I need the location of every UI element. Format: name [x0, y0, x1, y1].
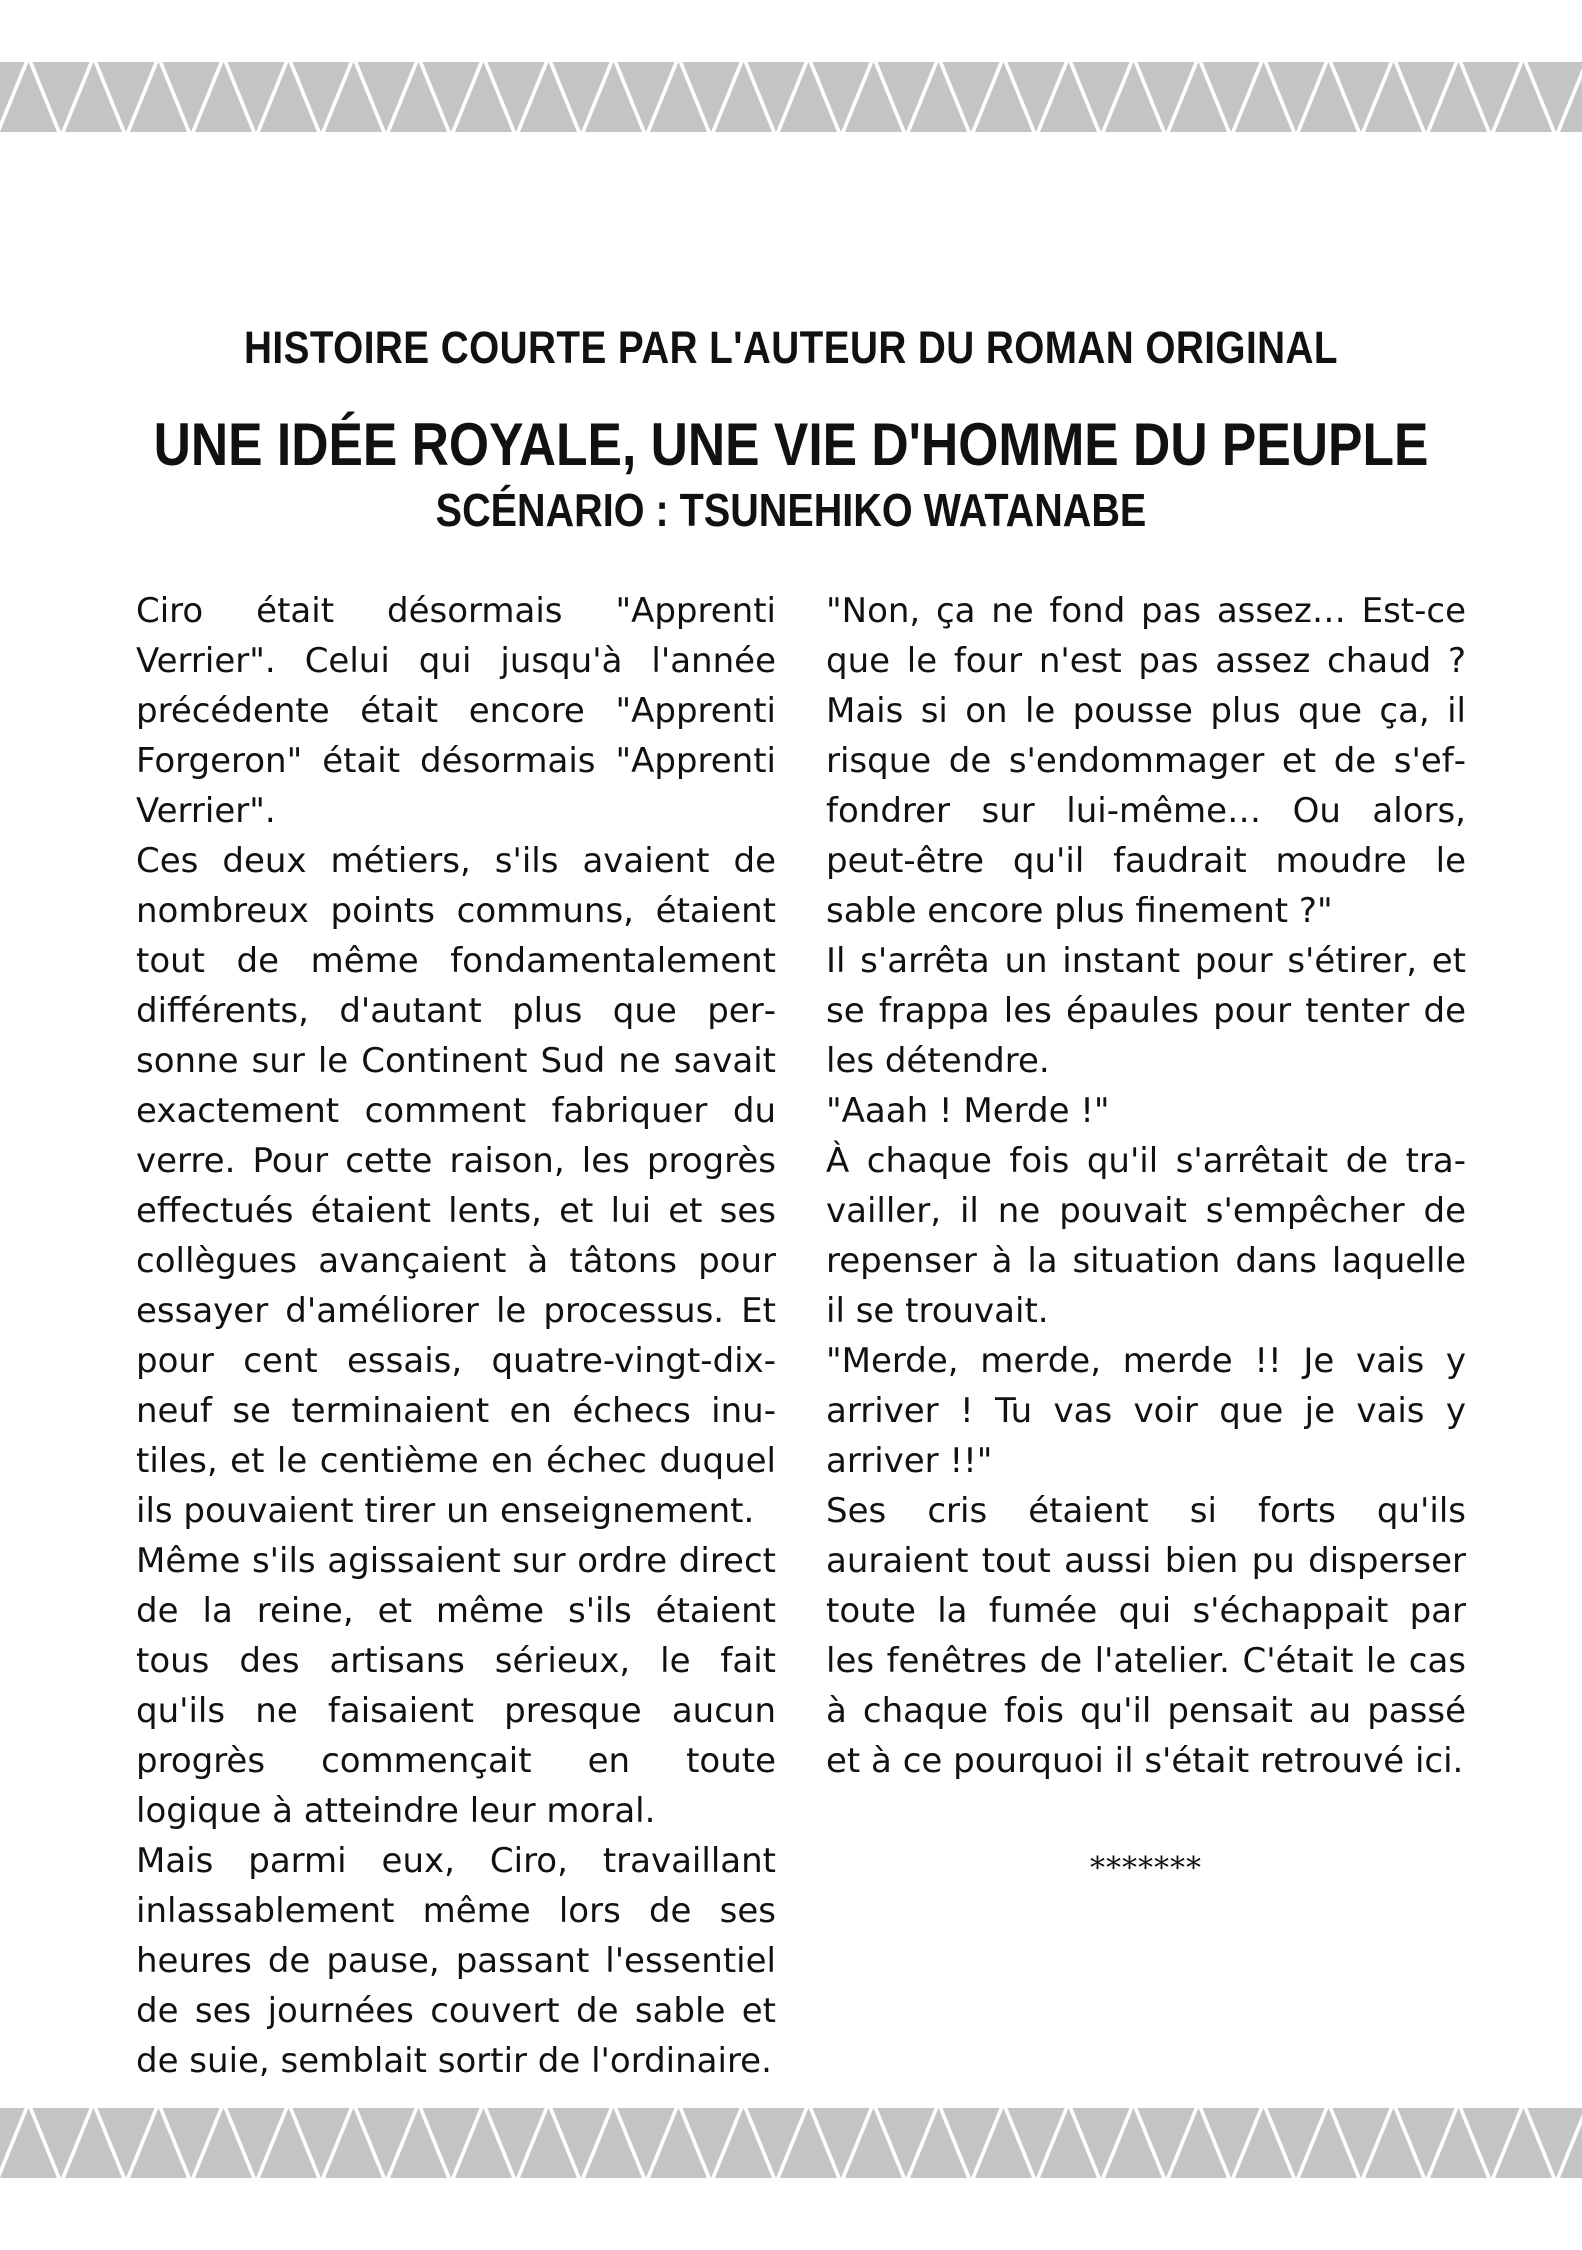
right-text-column: [826, 586, 1466, 1894]
paragraph: Ciro était désormais "Apprenti Verrier". Celui qui jusqu'à l'année précédente était encore "Apprenti Forgeron" était désormais "Apprenti Verrier".: [136, 591, 776, 831]
paragraph: "Merde, merde, merde !! Je vais y arriver ! Tu vas voir que je vais y arriver !!": [826, 1341, 1466, 1481]
paragraph: À chaque fois qu'il s'arrêtait de travailler, il ne pouvait s'empêcher de repenser à la situation dans laquelle il se trouvait.: [826, 1141, 1466, 1331]
bottom-triangle-border: [0, 2108, 1582, 2178]
story-header: [0, 318, 1582, 538]
paragraph: Ses cris étaient si forts qu'ils auraient tout aussi bien pu disperser toute la fumée qui s'échappait par les fenêtres de l'atelier. C'était le cas à chaque fois qu'il pensait au passé et à ce pourquoi il s'était retrouvé ici.: [826, 1491, 1466, 1781]
section-separator: *******: [1090, 1851, 1202, 1886]
paragraph: Il s'arrêta un instant pour s'étirer, et se frappa les épaules pour tenter de les détendre.: [826, 941, 1466, 1081]
story-title: UNE IDÉE ROYALE, UNE VIE D'HOMME DU PEUPLE: [153, 411, 1429, 478]
left-text-column: [136, 586, 776, 2086]
paragraph: Ces deux métiers, s'ils avaient de nombreux points communs, étaient tout de même fondamentalement différents, d'autant plus que personne sur le Continent Sud ne savait exactement comment fabriquer du verre. Pour cette raison, les progrès effectués étaient lents, et lui et ses collègues avançaient à tâtons pour essayer d'améliorer le processus. Et pour cent essais, quatre-vingt-dix-neuf se terminaient en échecs inutiles, et le centième en échec duquel ils pouvaient tirer un enseignement.: [136, 841, 776, 1531]
paragraph: "Non, ça ne fond pas assez… Est-ce que le four n'est pas assez chaud ? Mais si on le pousse plus que ça, il risque de s'endommager et de s'effondrer sur lui-même… Ou alors, peut-être qu'il faudrait moudre le sable encore plus finement ?": [826, 591, 1466, 931]
paragraph: "Aaah ! Merde !": [826, 1091, 1110, 1131]
top-triangle-border: [0, 62, 1582, 132]
author-credit: SCÉNARIO : TSUNEHIKO WATANABE: [435, 484, 1147, 536]
section-kicker: HISTOIRE COURTE PAR L'AUTEUR DU ROMAN ORIGINAL: [244, 322, 1338, 373]
paragraph: Même s'ils agissaient sur ordre direct de la reine, et même s'ils étaient tous des artisans sérieux, le fait qu'ils ne faisaient presque aucun progrès commençait en toute logique à atteindre leur moral.: [136, 1541, 776, 1831]
paragraph: Mais parmi eux, Ciro, travaillant inlassablement même lors de ses heures de pause, passant l'essentiel de ses journées couvert de sable et de suie, semblait sortir de l'ordinaire.: [136, 1841, 776, 2081]
